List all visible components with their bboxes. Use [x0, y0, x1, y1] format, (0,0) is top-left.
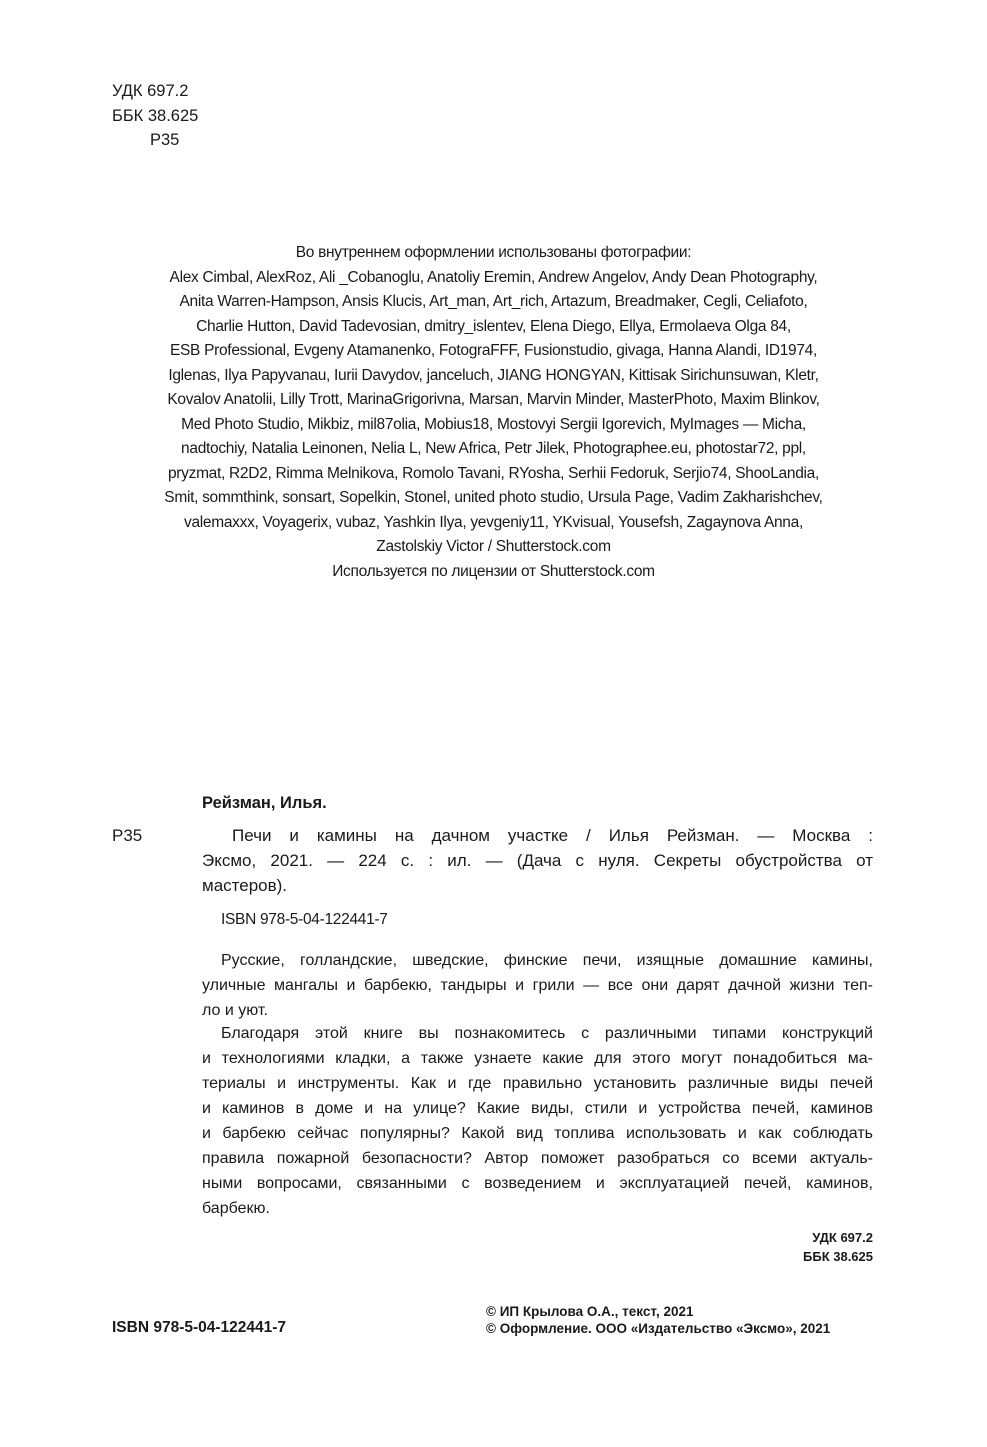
annotation-line: Благодаря этой книге вы познакомитесь с различными типами конструкций	[221, 1025, 873, 1042]
credit-line: Smit, sommthink, sonsart, Sopelkin, Stonel, united photo studio, Ursula Page, Vadim Zakharishchev,	[164, 489, 823, 506]
credit-line: pryzmat, R2D2, Rimma Melnikova, Romolo Tavani, RYosha, Serhii Fedoruk, Serjio74, ShooLandia,	[167, 464, 819, 482]
annotation-line: териалы и инструменты. Как и где правильно установить различные виды печей	[202, 1075, 873, 1092]
credit-line: Iglenas, Ilya Papyvanau, Iurii Davydov, janceluch, JIANG HONGYAN, Kittisak Sirichunsuwan, Kletr,	[168, 366, 819, 384]
copyright-design: © Оформление. ООО «Издательство «Эксмо», 2021	[486, 1321, 831, 1336]
classification-codes	[112, 79, 198, 153]
bibliographic-record	[202, 823, 873, 898]
isbn: ISBN 978-5-04-122441-7	[112, 1319, 287, 1336]
annotation-line: барбекю.	[202, 1200, 270, 1217]
annotation-paragraph-1	[202, 948, 873, 1023]
bibliography-line: Эксмо, 2021. — 224 с. : ил. — (Дача с нуля. Секреты обустройства от	[202, 851, 873, 870]
copyright-text: © ИП Крылова О.А., текст, 2021	[486, 1304, 694, 1319]
udk-code: УДК 697.2	[112, 82, 189, 100]
annotation-line: правила пожарной безопасности? Автор поможет разобраться со всеми актуаль-	[202, 1150, 873, 1167]
author-mark: Р35	[150, 131, 180, 149]
udk-code: УДК 697.2	[812, 1230, 873, 1245]
annotation-paragraph-2	[202, 1021, 873, 1221]
annotation-line: и каминов в доме и на улице? Какие виды, стили и устройства печей, каминов	[202, 1100, 873, 1117]
bibliography-line: мастеров).	[202, 876, 288, 895]
credit-line: nadtochiy, Natalia Leinonen, Nelia L, New Africa, Petr Jilek, Photographee.eu, photostar72, ppl,	[181, 440, 806, 457]
copyright	[486, 1303, 830, 1337]
annotation-line: и барбекю сейчас популярны? Какой вид топлива использовать и как соблюдать	[202, 1125, 873, 1142]
credit-line: Med Photo Studio, Mikbiz, mil87olia, Mobius18, Mostovyi Sergii Igorevich, MyImages — Micha,	[181, 415, 806, 433]
credit-line: Anita Warren-Hampson, Ansis Klucis, Art_man, Art_rich, Artazum, Breadmaker, Cegli, Celiafoto,	[179, 293, 808, 310]
bbk-code: ББК 38.625	[112, 106, 199, 125]
bbk-code: ББК 38.625	[803, 1249, 873, 1264]
credit-line: Во внутреннем оформлении использованы фотографии:	[295, 244, 692, 261]
isbn-record: ISBN 978-5-04-122441-7	[221, 911, 388, 928]
bottom-classification-codes	[803, 1228, 873, 1266]
annotation-line: и технологиями кладки, а также узнаете какие для этого могут понадобиться ма-	[202, 1050, 873, 1067]
bibliography-line: Печи и камины на дачном участке / Илья Рейзман. — Москва :	[232, 826, 873, 845]
credit-line: Charlie Hutton, David Tadevosian, dmitry_islentev, Elena Diego, Ellya, Ermolaeva Olga 84,	[196, 317, 791, 335]
photo-credits	[0, 241, 987, 584]
credit-line: Alex Cimbal, AlexRoz, Ali _Cobanoglu, Anatoliy Eremin, Andrew Angelov, Andy Dean Photography,	[169, 268, 818, 286]
credit-line: ESB Professional, Evgeny Atamanenko, FotograFFF, Fusionstudio, givaga, Hanna Alandi, ID1974,	[169, 342, 818, 359]
credit-line: Zastolskiy Victor / Shutterstock.com	[376, 538, 611, 555]
author-mark-left: Р35	[112, 826, 143, 845]
annotation-line: ными вопросами, связанными с возведением и эксплуатацией печей, каминов,	[202, 1175, 873, 1192]
annotation-line: ло и уют.	[202, 1002, 268, 1019]
credit-line: Используется по лицензии от Shutterstock.com	[332, 562, 655, 580]
credit-line: Kovalov Anatolii, Lilly Trott, MarinaGrigorivna, Marsan, Marvin Minder, MasterPhoto, Maxim Blinkov,	[167, 391, 820, 408]
annotation-line: Русские, голландские, шведские, финские печи, изящные домашние камины,	[221, 952, 873, 969]
author-heading: Рейзман, Илья.	[202, 794, 327, 812]
annotation-line: уличные мангалы и барбекю, тандыры и грили — все они дарят дачной жизни теп-	[202, 977, 873, 994]
credit-line: valemaxxx, Voyagerix, vubaz, Yashkin Ilya, yevgeniy11, YKvisual, Yousefsh, Zagaynova Anna,	[184, 513, 803, 531]
